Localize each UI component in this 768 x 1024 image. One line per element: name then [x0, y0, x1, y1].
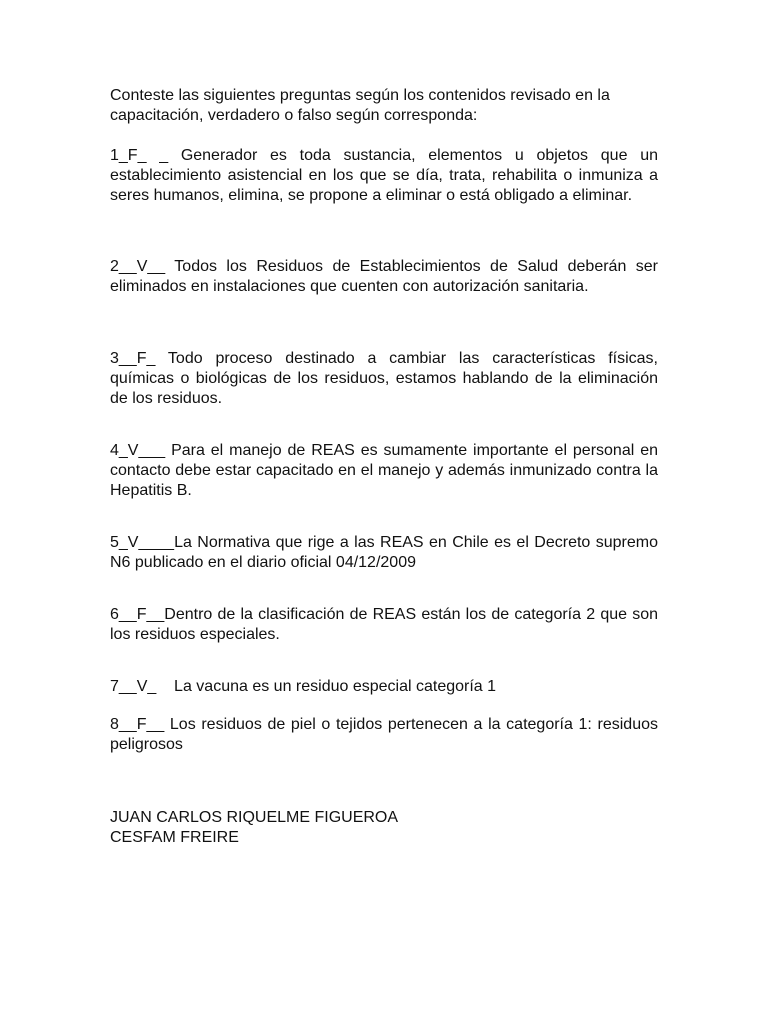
signature-institution: CESFAM FREIRE	[110, 829, 239, 846]
question-2: 2__V__ Todos los Residuos de Establecimientos de Salud deberán ser eliminados en instalaciones que cuenten con autorización sanitaria.	[110, 258, 658, 295]
instructions-paragraph: Conteste las siguientes preguntas según los contenidos revisado en la capacitación, verdadero o falso según corresponda:	[110, 87, 610, 124]
question-6: 6__F__Dentro de la clasificación de REAS están los de categoría 2 que son los residuos especiales.	[110, 606, 658, 643]
question-5: 5_V____La Normativa que rige a las REAS en Chile es el Decreto supremo N6 publicado en el diario oficial 04/12/2009	[110, 534, 658, 571]
question-1: 1_F_ _ Generador es toda sustancia, elementos u objetos que un establecimiento asistencial en los que se día, trata, rehabilita o inmuniza a seres humanos, elimina, se propone a eliminar o está obligado a eliminar.	[110, 147, 658, 204]
signature-block	[110, 808, 658, 848]
question-7: 7__V_ La vacuna es un residuo especial categoría 1	[110, 678, 497, 695]
question-4: 4_V___ Para el manejo de REAS es sumamente importante el personal en contacto debe estar capacitado en el manejo y además inmunizado contra la Hepatitis B.	[110, 442, 658, 499]
document-body	[110, 86, 658, 848]
question-3: 3__F_ Todo proceso destinado a cambiar las características físicas, químicas o biológicas de los residuos, estamos hablando de la eliminación de los residuos.	[110, 350, 658, 407]
signature-name: JUAN CARLOS RIQUELME FIGUEROA	[110, 809, 399, 826]
question-8: 8__F__ Los residuos de piel o tejidos pertenecen a la categoría 1: residuos peligrosos	[110, 716, 658, 753]
